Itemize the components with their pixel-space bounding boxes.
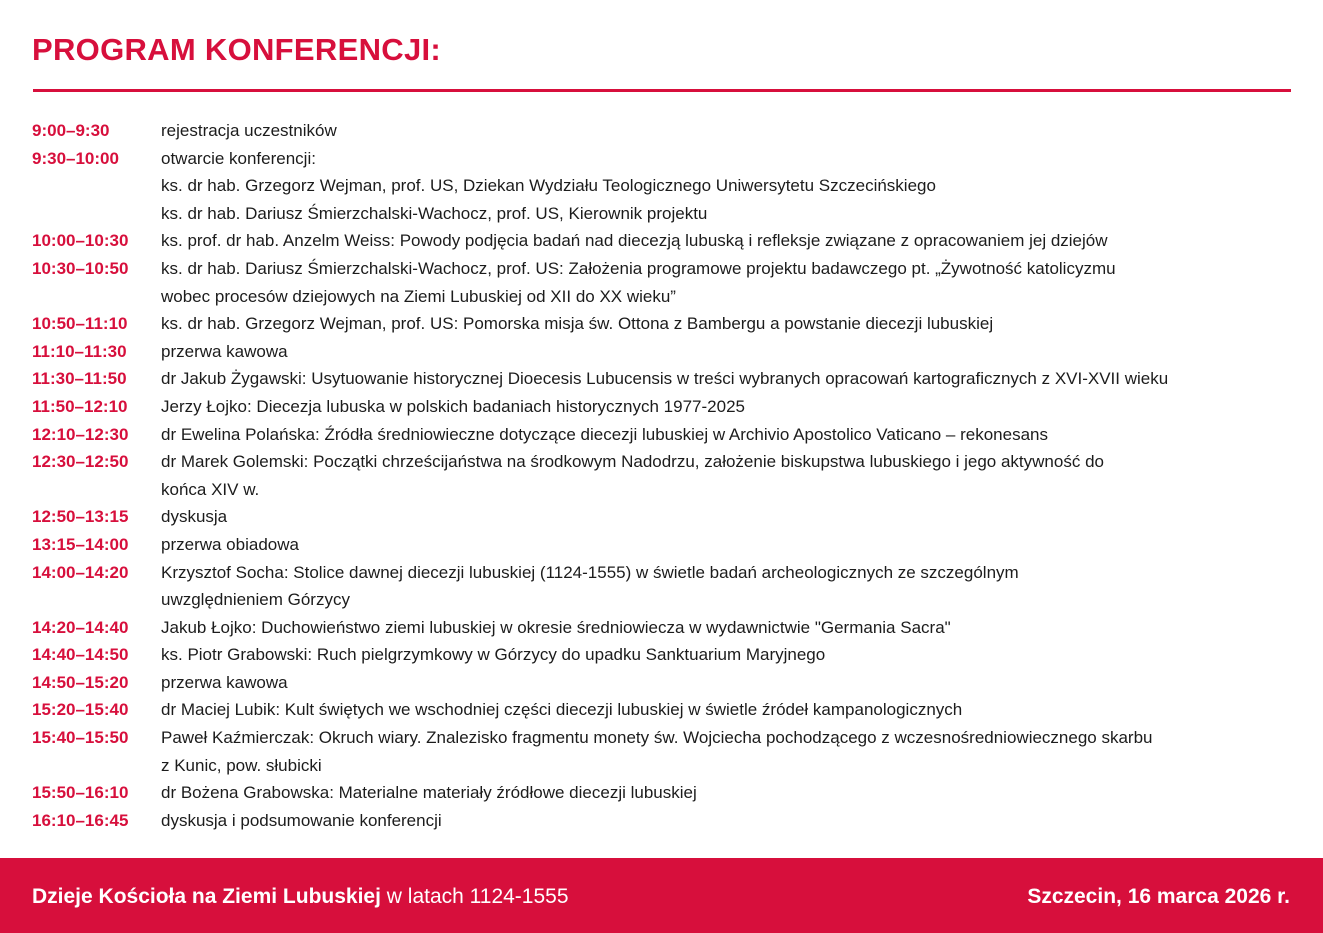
- schedule-time: 12:10–12:30: [32, 424, 129, 444]
- schedule-description: [161, 365, 1297, 393]
- schedule-description: [161, 503, 1297, 531]
- schedule-description-line: ks. dr hab. Dariusz Śmierzchalski-Wachocz, prof. US, Kierownik projektu: [161, 203, 708, 223]
- schedule-description-line: ks. dr hab. Grzegorz Wejman, prof. US: Pomorska misja św. Ottona z Bambergu a powstanie diecezji lubuskiej: [161, 314, 994, 334]
- schedule-description-line: Paweł Kaźmierczak: Okruch wiary. Znalezisko fragmentu monety św. Wojciecha pochodzącego z wczesnośredniowiecznego skarbu: [161, 728, 1153, 748]
- schedule-description: [161, 724, 1297, 779]
- schedule-description: [161, 614, 1297, 642]
- schedule-description-line: z Kunic, pow. słubicki: [161, 755, 322, 775]
- schedule-description-line: otwarcie konferencji:: [161, 148, 316, 168]
- schedule-description-line: wobec procesów dziejowych na Ziemi Lubuskiej od XII do XX wieku”: [161, 286, 676, 306]
- schedule-description: [161, 696, 1297, 724]
- schedule-description: [161, 669, 1297, 697]
- schedule-description-line: Jakub Łojko: Duchowieństwo ziemi lubuskiej w okresie średniowiecza w wydawnictwie "Germania Sacra": [161, 617, 951, 637]
- schedule-row: [32, 145, 1297, 228]
- footer-title-years: w latach 1124-1555: [380, 885, 569, 908]
- schedule-row: [32, 255, 1297, 310]
- schedule-row: [32, 669, 1297, 697]
- schedule-time: 14:40–14:50: [32, 645, 129, 665]
- schedule-description-line: przerwa kawowa: [161, 672, 288, 692]
- schedule-description-line: dr Ewelina Polańska: Źródła średniowieczne dotyczące diecezji lubuskiej w Archivio Apostolico Vaticano – rekonesans: [161, 424, 1048, 444]
- schedule-description-line: dr Jakub Żygawski: Usytuowanie historycznej Dioecesis Lubucensis w treści wybranych opracowań kartograficznych z XVI-XVII wieku: [161, 369, 1169, 389]
- schedule-description: [161, 421, 1297, 449]
- schedule-row: [32, 724, 1297, 779]
- schedule-time: 14:00–14:20: [32, 562, 129, 582]
- schedule-description-line: Krzysztof Socha: Stolice dawnej diecezji lubuskiej (1124-1555) w świetle badań archeologicznych ze szczególnym: [161, 562, 1019, 582]
- schedule-description-line: rejestracja uczestników: [161, 121, 337, 140]
- schedule-time: 14:50–15:20: [32, 672, 129, 692]
- schedule-description-line: ks. dr hab. Dariusz Śmierzchalski-Wachocz, prof. US: Założenia programowe projektu badawczego pt. „Żywotność katolicyzmu: [161, 258, 1116, 278]
- schedule-row: [32, 365, 1297, 393]
- schedule-time: 16:10–16:45: [32, 810, 129, 830]
- schedule-description-line: ks. dr hab. Grzegorz Wejman, prof. US, Dziekan Wydziału Teologicznego Uniwersytetu Szczecińskiego: [161, 176, 936, 196]
- schedule-description-line: uwzględnieniem Górzycy: [161, 590, 350, 610]
- schedule-time: 15:20–15:40: [32, 700, 129, 720]
- schedule-description: [161, 145, 1297, 228]
- schedule-description: [161, 641, 1297, 669]
- footer-conference-title: [32, 885, 569, 909]
- schedule-description-line: dyskusja: [161, 507, 228, 527]
- schedule-description-line: przerwa kawowa: [161, 341, 288, 361]
- schedule-time: 9:30–10:00: [32, 148, 119, 168]
- schedule-description: [161, 338, 1297, 366]
- schedule-row: [32, 448, 1297, 503]
- schedule-time: 14:20–14:40: [32, 617, 129, 637]
- schedule-row: [32, 421, 1297, 449]
- schedule-time: 9:00–9:30: [32, 121, 110, 140]
- schedule-row: [32, 531, 1297, 559]
- page-title: PROGRAM KONFERENCJI:: [32, 32, 442, 67]
- schedule-description-line: ks. prof. dr hab. Anzelm Weiss: Powody podjęcia badań nad diecezją lubuską i refleksje związane z opracowaniem jej dziejów: [161, 231, 1108, 251]
- schedule-row: [32, 503, 1297, 531]
- program-schedule: [32, 117, 1297, 834]
- schedule-description: [161, 779, 1297, 807]
- footer-title-bold: Dzieje Kościoła na Ziemi Lubuskiej: [32, 885, 381, 908]
- schedule-description-line: dyskusja i podsumowanie konferencji: [161, 810, 442, 830]
- footer-place-date: Szczecin, 16 marca 2026 r.: [1027, 885, 1290, 908]
- footer-bar: [0, 858, 1323, 933]
- schedule-description-line: dr Bożena Grabowska: Materialne materiały źródłowe diecezji lubuskiej: [161, 783, 697, 803]
- schedule-time: 10:50–11:10: [32, 314, 128, 334]
- schedule-description-line: dr Maciej Lubik: Kult świętych we wschodniej części diecezji lubuskiej w świetle źródeł kampanologicznych: [161, 700, 963, 720]
- schedule-description: [161, 448, 1297, 503]
- schedule-time: 15:40–15:50: [32, 728, 129, 748]
- schedule-description-line: przerwa obiadowa: [161, 534, 299, 554]
- schedule-description: [161, 310, 1297, 338]
- schedule-row: [32, 393, 1297, 421]
- schedule-description: [161, 559, 1297, 614]
- schedule-row: [32, 696, 1297, 724]
- schedule-row: [32, 338, 1297, 366]
- schedule-time: 11:30–11:50: [32, 369, 127, 389]
- schedule-row: [32, 641, 1297, 669]
- schedule-time: 10:00–10:30: [32, 231, 129, 251]
- schedule-time: 13:15–14:00: [32, 534, 129, 554]
- schedule-description: [161, 227, 1297, 255]
- schedule-row: [32, 779, 1297, 807]
- schedule-time: 12:30–12:50: [32, 452, 129, 472]
- schedule-time: 15:50–16:10: [32, 783, 129, 803]
- schedule-time: 11:50–12:10: [32, 396, 128, 416]
- schedule-description-line: ks. Piotr Grabowski: Ruch pielgrzymkowy w Górzycy do upadku Sanktuarium Maryjnego: [161, 645, 826, 665]
- schedule-row: [32, 807, 1297, 835]
- schedule-time: 10:30–10:50: [32, 258, 129, 278]
- schedule-row: [32, 117, 1297, 145]
- schedule-description: [161, 117, 1297, 145]
- schedule-description: [161, 393, 1297, 421]
- schedule-time: 11:10–11:30: [32, 341, 127, 361]
- schedule-row: [32, 614, 1297, 642]
- schedule-row: [32, 310, 1297, 338]
- schedule-description: [161, 531, 1297, 559]
- schedule-description-line: końca XIV w.: [161, 479, 260, 499]
- schedule-description-line: dr Marek Golemski: Początki chrześcijaństwa na środkowym Nadodrzu, założenie biskupstwa lubuskiego i jego aktywność do: [161, 452, 1104, 472]
- title-divider: [33, 89, 1291, 92]
- schedule-description: [161, 255, 1297, 310]
- schedule-description: [161, 807, 1297, 835]
- schedule-row: [32, 559, 1297, 614]
- schedule-time: 12:50–13:15: [32, 507, 129, 527]
- schedule-row: [32, 227, 1297, 255]
- schedule-description-line: Jerzy Łojko: Diecezja lubuska w polskich badaniach historycznych 1977-2025: [161, 396, 745, 416]
